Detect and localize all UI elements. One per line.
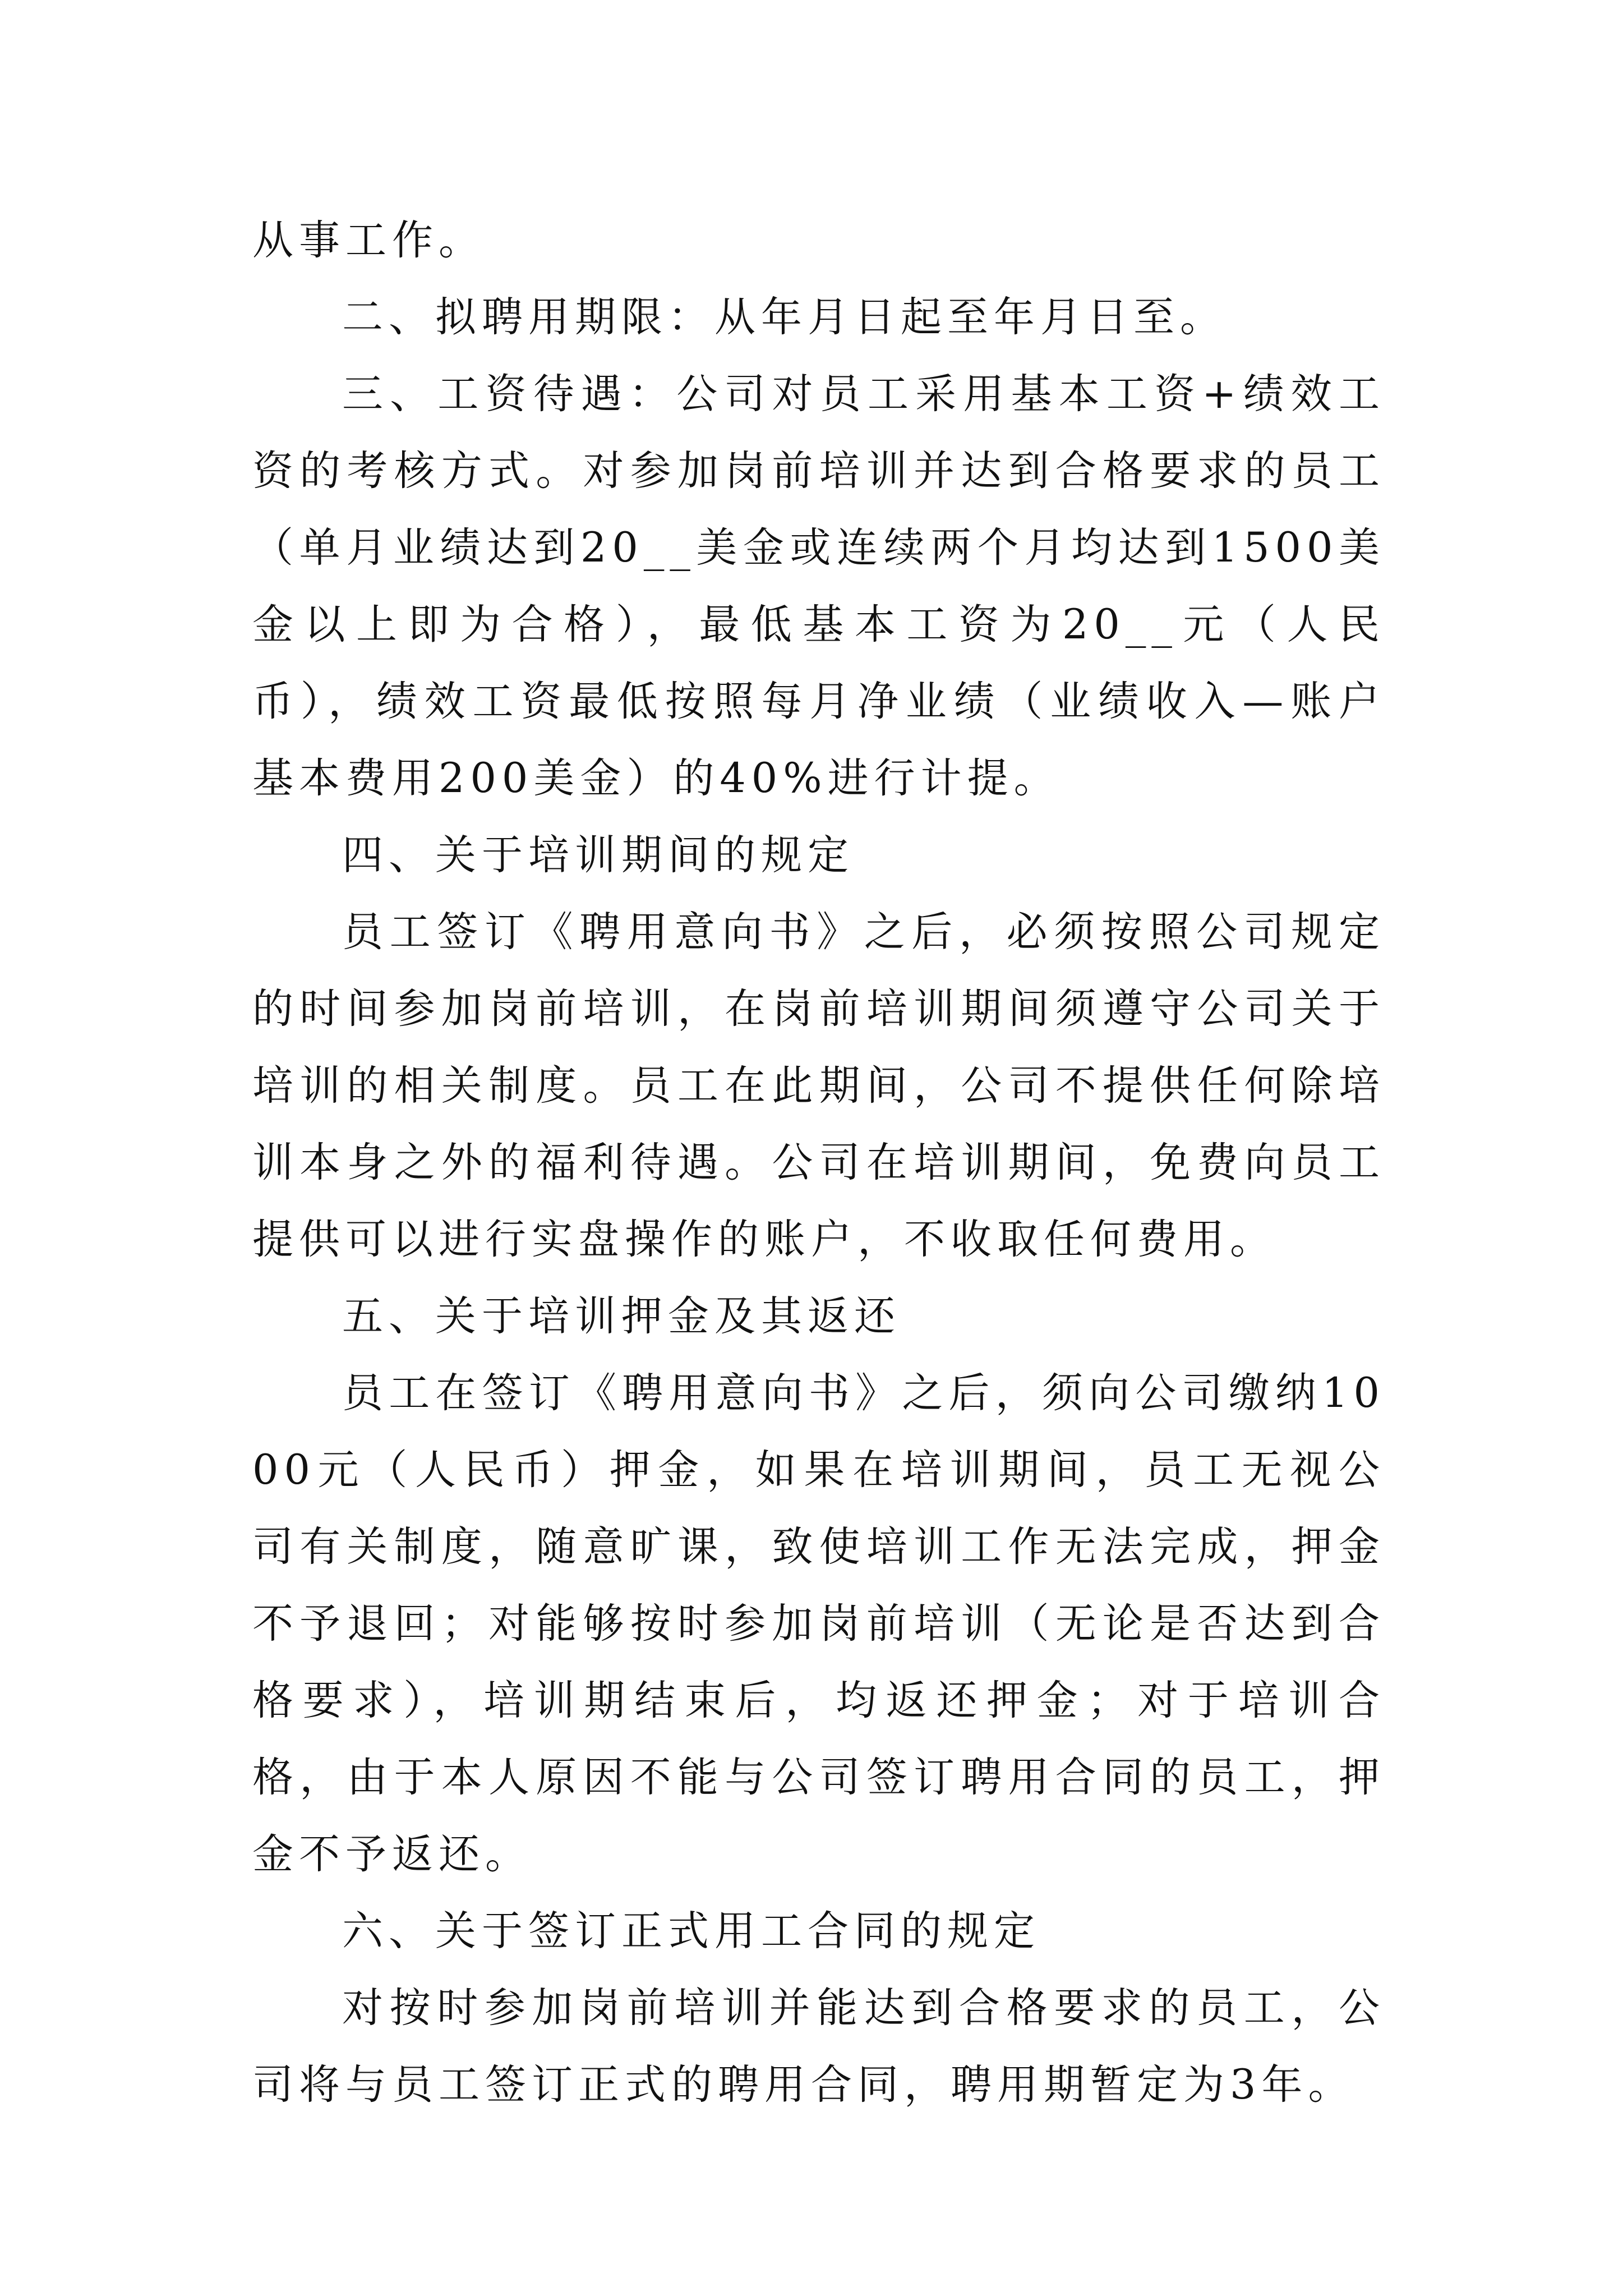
- document-body: [252, 202, 1385, 2123]
- paragraph-section-3-salary: 三、工资待遇：公司对员工采用基本工资+绩效工资的考核方式。对参加岗前培训并达到合格要求的员工（单月业绩达到20__美金或连续两个月均达到1500美金以上即为合格），最低基本工资为20__元（人民币），绩效工资最低按照每月净业绩（业绩收入—账户基本费用200美金）的40%进行计提。: [252, 370, 1385, 802]
- heading-section-4-training: 四、关于培训期间的规定: [342, 831, 854, 879]
- paragraph-continuation: 从事工作。: [252, 217, 485, 264]
- heading-section-5-deposit: 五、关于培训押金及其返还: [342, 1292, 901, 1340]
- heading-section-6-contract: 六、关于签订正式用工合同的规定: [342, 1907, 1040, 1955]
- paragraph-section-2-term: 二、拟聘用期限：从年月日起至年月日至。: [342, 293, 1227, 341]
- paragraph-section-5-body: 员工在签订《聘用意向书》之后，须向公司缴纳1000元（人民币）押金，如果在培训期间，员工无视公司有关制度，随意旷课，致使培训工作无法完成，押金不予退回；对能够按时参加岗前培训（无论是否达到合格要求），培训期结束后，均返还押金；对于培训合格，由于本人原因不能与公司签订聘用合同的员工，押金不予返还。: [252, 1369, 1385, 1878]
- paragraph-section-4-body: 员工签订《聘用意向书》之后，必须按照公司规定的时间参加岗前培训，在岗前培训期间须遵守公司关于培训的相关制度。员工在此期间，公司不提供任何除培训本身之外的福利待遇。公司在培训期间，免费向员工提供可以进行实盘操作的账户，不收取任何费用。: [252, 908, 1385, 1263]
- paragraph-section-6-body: 对按时参加岗前培训并能达到合格要求的员工，公司将与员工签订正式的聘用合同，聘用期暂定为3年。: [252, 1984, 1385, 2109]
